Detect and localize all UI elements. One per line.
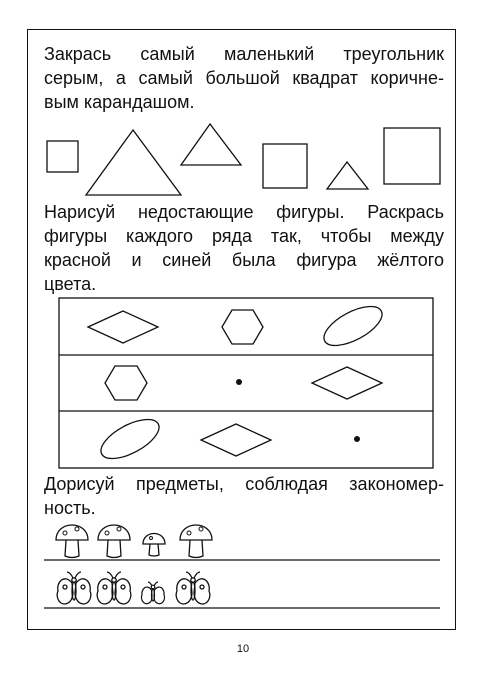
task1-line: вым карандашом. xyxy=(44,92,195,112)
mushroom-small-icon xyxy=(143,534,165,557)
task2-line: Нарисуй недостающие фигуры. Раскрась xyxy=(44,202,444,222)
mushroom-large-icon xyxy=(56,525,88,558)
butterfly-large-icon xyxy=(97,572,131,604)
task2-line: фигуры каждого ряда так, чтобы между xyxy=(44,226,444,246)
mushroom-large-icon xyxy=(98,525,130,558)
task1-line: серым, а самый большой квадрат коричне- xyxy=(44,68,444,88)
task3-line: Дорисуй предметы, соблюдая закономер- xyxy=(44,474,444,494)
mushroom-large-icon xyxy=(180,525,212,558)
butterfly-large-icon xyxy=(57,572,91,604)
task2-line: цвета. xyxy=(44,274,97,294)
page-number: 10 xyxy=(236,643,250,655)
task3-line: ность. xyxy=(44,498,96,518)
butterfly-large-icon xyxy=(176,572,210,604)
task2-line: красной и синей была фигура жёлтого xyxy=(44,250,444,270)
butterfly-small-icon xyxy=(141,582,164,604)
task1-line: Закрась самый маленький треугольник xyxy=(44,44,444,64)
